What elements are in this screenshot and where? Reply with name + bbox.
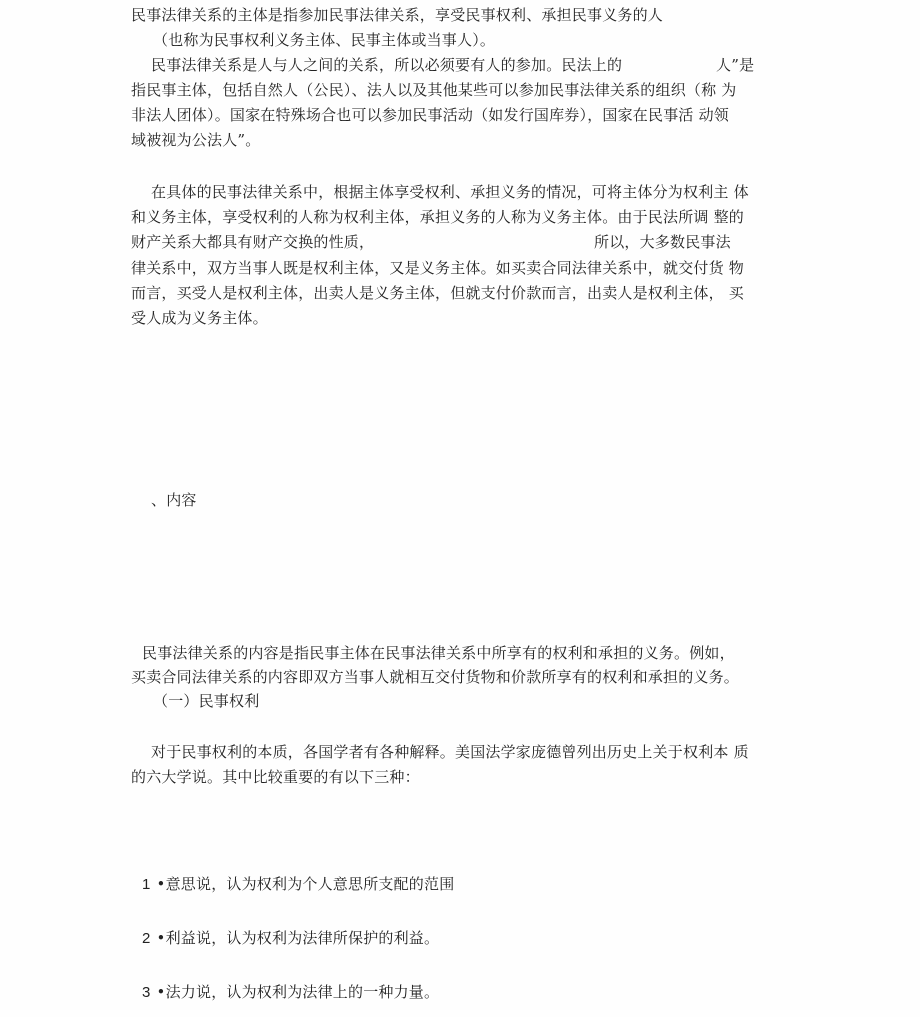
list-item-text: •意思说，认为权利为个人意思所支配的范围	[156, 875, 455, 893]
para4-line1: 民事法律关系的内容是指民事主体在民事法律关系中所享有的权利和承担的义务。例如，	[142, 644, 735, 662]
para3-line6: 受人成为义务主体。	[131, 309, 268, 327]
list-item-number: 2	[142, 930, 151, 947]
para1-line2: （也称为民事权利义务主体、民事主体或当事人）。	[153, 31, 496, 49]
list-item	[142, 928, 439, 949]
para2-line1a: 民事法律关系是人与人之间的关系，所以必须要有人的参加。民法上的	[151, 56, 623, 74]
para3-line1: 在具体的民事法律关系中，根据主体享受权利、承担义务的情况，可将主体分为权利主 体	[151, 183, 749, 201]
para3-line3a: 财产关系大都具有财产交换的性质，	[131, 233, 375, 251]
section-heading: 、内容	[151, 491, 197, 509]
list-item	[142, 982, 439, 1003]
list-item-text: •利益说，认为权利为法律所保护的利益。	[156, 929, 440, 947]
para2-line2: 指民事主体，包括自然人（公民）、法人以及其他某些可以参加民事法律关系的组织（称 为	[131, 81, 737, 99]
list-item-text: •法力说，认为权利为法律上的一种力量。	[156, 983, 440, 1001]
list-item-number: 1	[142, 876, 151, 893]
list-item-number: 3	[142, 984, 151, 1001]
subheading-civil-rights: （一）民事权利	[153, 692, 260, 710]
para5-line1: 对于民事权利的本质，各国学者有各种解释。美国法学家庞德曾列出历史上关于权利本 质	[151, 743, 749, 761]
para2-line4: 域被视为公法人”。	[131, 131, 261, 149]
para3-line5: 而言，买受人是权利主体，出卖人是义务主体，但就支付价款而言，出卖人是权利主体， 买	[131, 284, 744, 302]
para2-line1b: 人”是	[716, 56, 755, 74]
list-item	[142, 874, 454, 895]
para2-line3: 非法人团体）。国家在特殊场合也可以参加民事活动（如发行国库券），国家在民事活 动领	[131, 106, 729, 124]
para3-line3b: 所以，大多数民事法	[594, 233, 731, 251]
para3-line4: 律关系中，双方当事人既是权利主体，又是义务主体。如买卖合同法律关系中，就交付货 物	[131, 259, 744, 277]
para3-line2: 和义务主体，享受权利的人称为权利主体，承担义务的人称为义务主体。由于民法所调 整的	[131, 208, 744, 226]
para4-line2: 买卖合同法律关系的内容即双方当事人就相互交付货物和价款所享有的权利和承担的义务。	[131, 668, 740, 686]
para1-line1: 民事法律关系的主体是指参加民事法律关系，享受民事权利、承担民事义务的人	[131, 6, 664, 24]
para5-line2: 的六大学说。其中比较重要的有以下三种：	[131, 768, 420, 786]
